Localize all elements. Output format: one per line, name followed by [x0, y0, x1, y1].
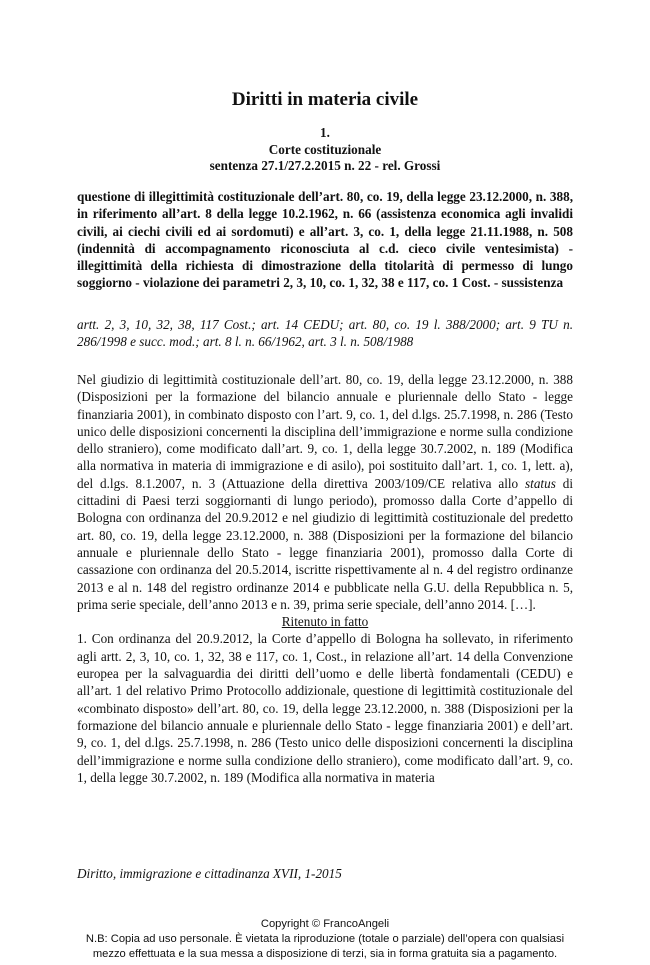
case-summary: questione di illegittimità costituzionale dell’art. 80, co. 19, della legge 23.12.2000, n. 388, in riferimento all’art. 8 della legge 10.2.1962, n. 66 (assistenza economica agli invalidi civili, ai ciechi civili ed ai sordomuti) e all’art. 3, co. 1, della legge 21.11.1988, n. 508 (indennità di accompagnamento riconosciuta al c.d. cieco civile ventesimista) - illegittimità della richiesta di dimostrazione della titolarità di permesso di lungo soggiorno - violazione dei parametri 2, 3, 10, co. 1, 32, 38 e 117, co. 1 Cost. - sussistenza: [77, 189, 573, 291]
case-heading: [0, 125, 650, 175]
copyright-line: Copyright © FrancoAngeli: [260, 918, 390, 930]
legal-references: artt. 2, 3, 10, 32, 38, 117 Cost.; art. 14 CEDU; art. 80, co. 19 l. 388/2000; art. 9 TU n. 286/1998 e succ. mod.; art. 8 l. n. 66/1962, art. 3 l. n. 508/1988: [77, 317, 573, 350]
intro-text-a: Nel giudizio di legittimità costituzionale dell’art. 80, co. 19, della legge 23.12.2000, n. 388 (Disposizioni per la formazione del bilancio annuale e pluriennale dello Stato - legge finanziaria 2001), in combinato disposto con l’art. 9, co. 1, del d.lgs. 25.7.1998, n. 286 (Testo unico delle disposizioni concernenti la disciplina dell’immigrazione e norme sulla condizione dello straniero), come modificato dall’art. 9, co. 1, della legge 30.7.2002, n. 189 (Modifica alla normativa in materia di immigrazione e di asilo), poi sostituito dall’art. 1, co. 1, lett. a), del d.lgs. 8.1.2007, n. 3 (Attuazione della direttiva 2003/109/CE relativa allo: [77, 372, 573, 491]
fact-paragraph-1: 1. Con ordinanza del 20.9.2012, la Corte d’appello di Bologna ha sollevato, in riferimento agli artt. 2, 3, 10, co. 1, 32, 38 e 117, co. 1, Cost., in relazione all’art. 14 della Convenzione europea per la salvaguardia dei diritti dell’uomo e delle libertà fondamentali (CEDU) e all’art. 1 del relativo Primo Protocollo addizionale, questione di legittimità costituzionale del «combinato disposto» dell’art. 80, co. 19, della legge 23.12.2000, n. 388 (Disposizioni per la formazione del bilancio annuale e pluriennale dello Stato - legge finanziaria 2001) e dell’art. 9, co. 1, del d.lgs. 25.7.1998, n. 286 (Testo unico delle disposizioni concernenti la disciplina dell’immigrazione e norme sulla condizione dello straniero), come modificato dall’art. 9, co. 1, della legge 30.7.2002, n. 189 (Modifica alla normativa in materia: [77, 631, 573, 785]
journal-footer: Diritto, immigrazione e cittadinanza XVII, 1-2015: [77, 866, 342, 881]
document-body: [77, 371, 573, 786]
case-number: 1.: [320, 125, 330, 140]
court-name: Corte costituzionale: [268, 141, 382, 157]
intro-status-word: status: [525, 475, 556, 491]
notice-line-1: N.B: Copia ad uso personale. È vietata la riproduzione (totale o parziale) dell’opera con qualsiasi: [85, 933, 565, 945]
notice-line-2: mezzo effettuata e la sua messa a disposizione di terzi, sia in forma gratuita sia a pagamento.: [92, 948, 558, 960]
sentence-reference: sentenza 27.1/27.2.2015 n. 22 - rel. Grossi: [209, 158, 441, 173]
intro-paragraph: [77, 371, 573, 613]
page-title: Diritti in materia civile: [231, 89, 419, 110]
intro-text-b: di cittadini di Paesi terzi soggiornanti di lungo periodo), promosso dalla Corte d’appello di Bologna con ordinanza del 20.9.2012 e nel giudizio di legittimità costituzionale del predetto art. 80, co. 19, della legge 23.12.2000, n. 388 (Disposizioni per la formazione del bilancio annuale e pluriennale dello Stato - legge finanziaria 2001), promosso dalla Corte di cassazione con ordinanza del 20.5.2014, iscritte rispettivamente al n. 4 del registro ordinanze 2013 e al n. 148 del registro ordinanze 2014 e pubblicate nella G.U. della Repubblica n. 5, prima serie speciale, dell’anno 2013 e n. 39, prima serie speciale, dell’anno 2014. […].: [77, 475, 573, 612]
section-heading: Ritenuto in fatto: [281, 614, 369, 630]
copyright-notice: [0, 917, 650, 962]
